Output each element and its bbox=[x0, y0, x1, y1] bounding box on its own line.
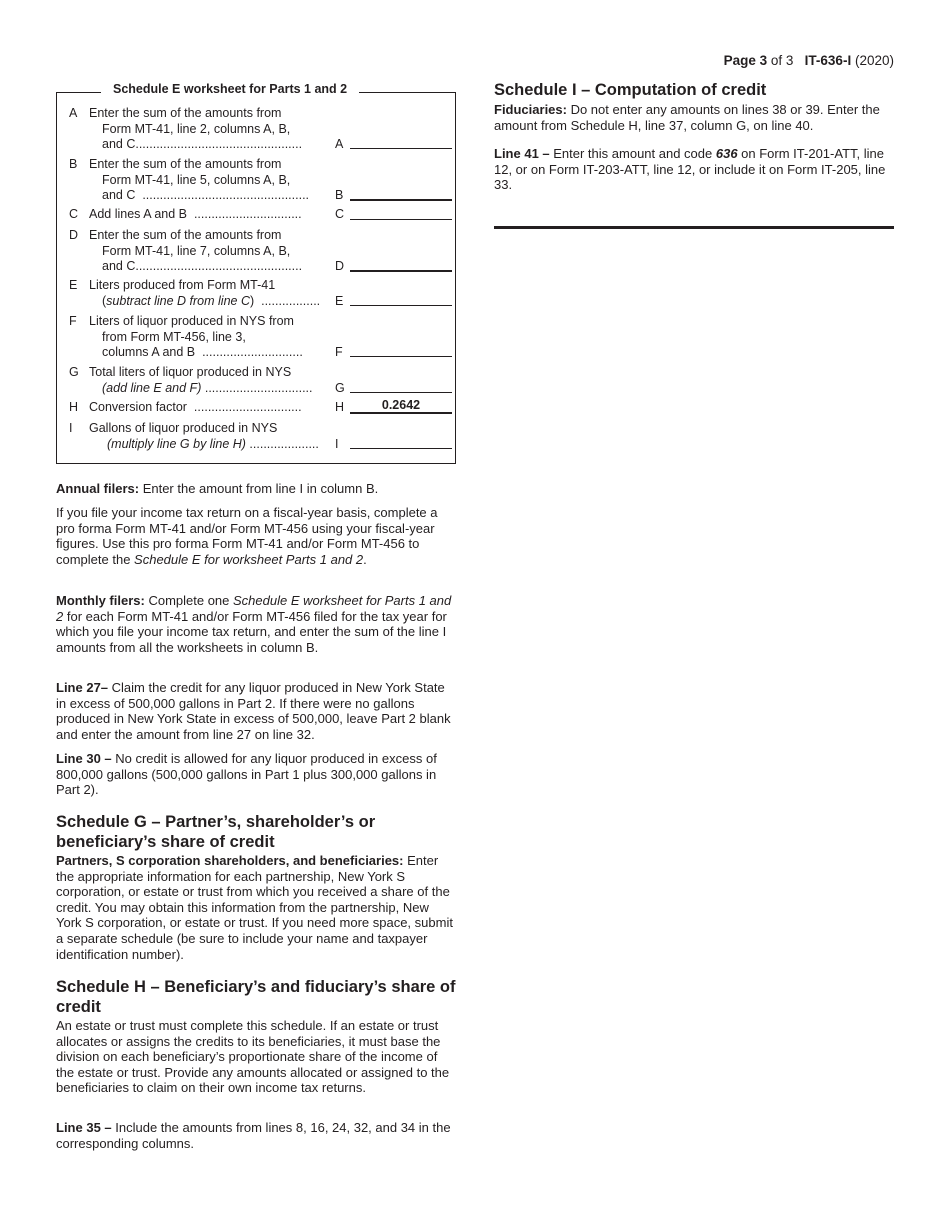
line-c-input[interactable] bbox=[350, 205, 452, 220]
worksheet-row-d: D Enter the sum of the amounts from Form MT-41, line 7, columns A, B, and C................................................ D bbox=[69, 228, 453, 276]
schedule-e-worksheet bbox=[56, 82, 456, 464]
fiduciaries-paragraph: Fiduciaries: Do not enter any amounts on lines 38 or 39. Enter the amount from Schedule H, line 37, column G, on line 40. bbox=[494, 102, 880, 133]
worksheet-row-f: F Liters of liquor produced in NYS from from Form MT-456, line 3, columns A and B ............................. F bbox=[69, 314, 453, 362]
worksheet-row-c: C Add lines A and B ............................... C bbox=[69, 207, 453, 225]
line-41-paragraph: Line 41 – Enter this amount and code 636 on Form IT-201-ATT, line 12, or on Form IT-203-ATT, line 12, or include it on Form IT-205, line 33. bbox=[494, 146, 886, 193]
worksheet-row-g: G Total liters of liquor produced in NYS (add line E and F) ............................... G bbox=[69, 365, 453, 397]
line-b-input[interactable] bbox=[350, 185, 452, 201]
line-35-paragraph: Line 35 – Include the amounts from lines 8, 16, 24, 32, and 34 in the corresponding columns. bbox=[56, 1120, 451, 1151]
schedule-h-heading: Schedule H – Beneficiary’s and fiduciary’s share of credit bbox=[56, 978, 456, 1016]
schedule-g-heading: Schedule G – Partner’s, shareholder’s or beneficiary’s share of credit bbox=[56, 813, 376, 851]
form-id: IT-636-I bbox=[804, 53, 852, 68]
line-g-input[interactable] bbox=[350, 378, 452, 393]
page-number: Page 3 bbox=[723, 53, 768, 68]
line-30-paragraph: Line 30 – No credit is allowed for any liquor produced in excess of 800,000 gallons (500,000 gallons in Part 1 plus 300,000 gallons in Part 2). bbox=[56, 751, 437, 798]
form-year: (2020) bbox=[854, 53, 894, 68]
worksheet-row-a: A Enter the sum of the amounts from Form MT-41, line 2, columns A, B, and C................................................ A bbox=[69, 106, 453, 154]
monthly-filers-paragraph: Monthly filers: Complete one Schedule E worksheet for Parts 1 and 2 for each Form MT-41 and/or Form MT-456 filed for the tax year for which you file your income tax return, and enter the sum of the line I amounts from all the worksheets in column B. bbox=[56, 593, 452, 655]
conversion-factor-value: 0.2642 bbox=[350, 398, 452, 414]
worksheet-row-i: I Gallons of liquor produced in NYS (multiply line G by line H) .................... I bbox=[69, 421, 453, 453]
worksheet-title: Schedule E worksheet for Parts 1 and 2 bbox=[101, 82, 359, 96]
line-d-input[interactable] bbox=[350, 256, 452, 272]
line-i-input[interactable] bbox=[350, 434, 452, 449]
line-a-input[interactable] bbox=[350, 134, 452, 149]
schedule-g-paragraph: Partners, S corporation shareholders, and beneficiaries: Enter the appropriate information for each partnership, New York S corporation, or estate or trust from which you received a share of the credit. You may obtain this information from the partnership, New York S corporation, or estate or trust. If you need more space, submit a separate schedule (be sure to include your name and taxpayer identification number). bbox=[56, 853, 453, 962]
worksheet-row-h: H Conversion factor ............................... H 0.2642 bbox=[69, 400, 453, 418]
schedule-i-heading: Schedule I – Computation of credit bbox=[494, 81, 767, 99]
page-of: of 3 bbox=[770, 53, 794, 68]
fiscal-year-paragraph: If you file your income tax return on a fiscal-year basis, complete a pro forma Form MT-41 and/or Form MT-456 using your fiscal-year figures. Use this pro forma Form MT-41 and/or Form MT-456 to complete the Schedule E for worksheet Parts 1 and 2. bbox=[56, 505, 438, 567]
schedule-h-paragraph: An estate or trust must complete this schedule. If an estate or trust allocates or assigns the credits to its beneficiaries, it must base the division on each beneficiary’s proportionate share of the income of the estate or trust. Provide any amounts allocated or assigned to the beneficiaries to claim on their own income tax returns. bbox=[56, 1018, 450, 1096]
worksheet-row-e: E Liters produced from Form MT-41 (subtract line D from line C) ................. E bbox=[69, 278, 453, 310]
line-e-input[interactable] bbox=[350, 291, 452, 306]
worksheet-row-b: B Enter the sum of the amounts from Form MT-41, line 5, columns A, B, and C ................................................ B bbox=[69, 157, 453, 205]
line-27-paragraph: Line 27– Claim the credit for any liquor produced in New York State in excess of 500,000 gallons in Part 2. If there were no gallons produced in New York State in excess of 500,000, leave Part 2 blank and enter the amount from line 27 on line 32. bbox=[56, 680, 451, 742]
section-divider bbox=[494, 226, 894, 229]
line-f-input[interactable] bbox=[350, 342, 452, 357]
page-header bbox=[724, 53, 894, 68]
annual-filers-paragraph: Annual filers: Enter the amount from line I in column B. bbox=[56, 481, 379, 496]
